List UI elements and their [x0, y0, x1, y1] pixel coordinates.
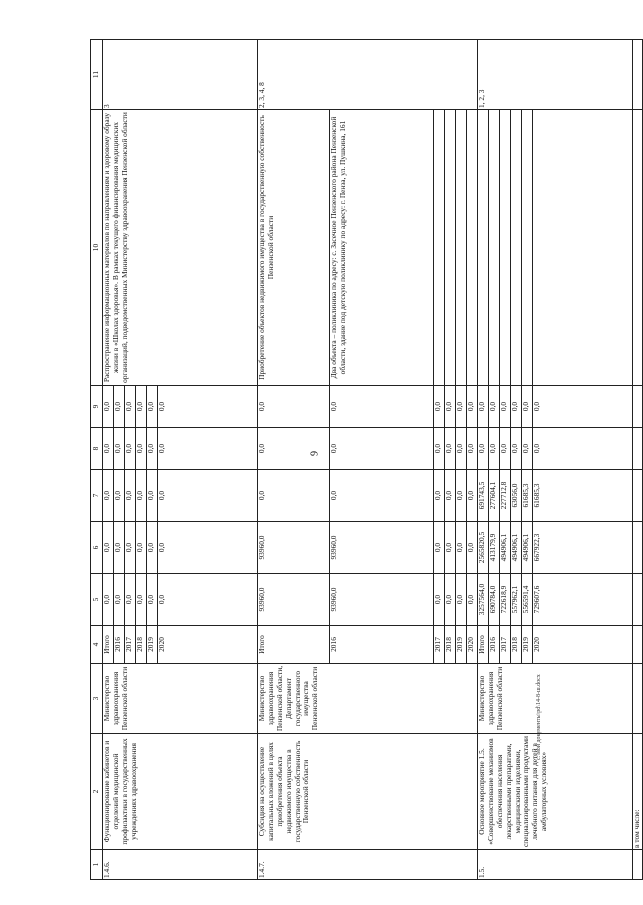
value-cell: 0,0: [158, 574, 258, 626]
value-cell: 0,0: [522, 386, 533, 428]
header-cell: 10: [91, 110, 103, 386]
year-cell: 2017: [500, 626, 511, 664]
header-cell: 1: [91, 850, 103, 880]
empty-cell: [478, 110, 489, 386]
value-cell: 0,0: [125, 428, 136, 470]
value-cell: 93960,0: [330, 574, 434, 626]
value-cell: 0,0: [489, 428, 500, 470]
value-cell: 0,0: [445, 522, 456, 574]
value-cell: 0,0: [125, 522, 136, 574]
value-cell: 227712,8: [500, 470, 511, 522]
value-cell: 0,0: [533, 428, 633, 470]
header-cell: 9: [91, 386, 103, 428]
value-cell: 0,0: [114, 428, 125, 470]
empty-cell: [633, 522, 643, 574]
year-cell: 2016: [489, 626, 500, 664]
empty-cell: [500, 110, 511, 386]
measure-name: Основное мероприятие 1.5. «Совершенствование механизмов обеспечения населения лекарственными препаратами, медицинскими изделиями, специализированными продуктами лечебного питания для детей в амбулаторных условиях»: [478, 734, 633, 850]
value-cell: 494906,1: [511, 522, 522, 574]
value-cell: 0,0: [456, 470, 467, 522]
value-cell: 690784,0: [489, 574, 500, 626]
value-cell: 0,0: [136, 428, 147, 470]
value-cell: 0,0: [330, 470, 434, 522]
page-number: 9: [309, 451, 321, 456]
executor: Министерство здравоохранения Пензенской области: [103, 664, 258, 734]
value-cell: 0,0: [147, 470, 158, 522]
header-row: [91, 40, 103, 880]
header-cell: 4: [91, 626, 103, 664]
value-cell: 0,0: [258, 470, 330, 522]
indicator-numbers: 3: [103, 40, 258, 110]
year-cell: 2019: [456, 626, 467, 664]
table-row: [478, 40, 489, 880]
value-cell: 0,0: [456, 428, 467, 470]
table-row: [258, 40, 330, 880]
value-cell: 0,0: [467, 574, 478, 626]
measure-number: 1.5.: [478, 850, 633, 880]
empty-cell: [633, 110, 643, 386]
year-cell: 2018: [136, 626, 147, 664]
empty-cell: [511, 110, 522, 386]
value-cell: 0,0: [147, 428, 158, 470]
value-cell: 0,0: [445, 574, 456, 626]
value-cell: 0,0: [147, 574, 158, 626]
year-cell: 2018: [445, 626, 456, 664]
value-cell: 0,0: [500, 428, 511, 470]
value-cell: 0,0: [114, 470, 125, 522]
year-cell: 2016: [114, 626, 125, 664]
in-total-label: в том числе:: [633, 734, 643, 850]
value-cell: 0,0: [478, 386, 489, 428]
value-cell: 0,0: [511, 386, 522, 428]
value-cell: 2565820,5: [478, 522, 489, 574]
value-cell: 0,0: [434, 574, 445, 626]
table-row: [103, 40, 114, 880]
value-cell: 0,0: [500, 386, 511, 428]
indicator-numbers: 1, 2, 3: [478, 40, 633, 110]
value-cell: 0,0: [136, 386, 147, 428]
value-cell: 0,0: [158, 470, 258, 522]
header-cell: 2: [91, 734, 103, 850]
empty-cell: [633, 470, 643, 522]
value-cell: 0,0: [125, 470, 136, 522]
expected-result-detail: Два объекта – поликлиника по адресу: с. Засечное Пензенского района Пензенской области, здание под детскую поликлинику по адресу: г. Пенза, ул. Пушкина, 161: [330, 110, 434, 386]
value-cell: 0,0: [456, 386, 467, 428]
value-cell: 0,0: [258, 386, 330, 428]
empty-cell: [445, 110, 456, 386]
indicator-numbers: 2, 3, 4, 8: [258, 40, 478, 110]
value-cell: 0,0: [114, 386, 125, 428]
measure-name: Функционирование кабинетов и отделений медицинской профилактики в государственных учреждениях здравоохранения: [103, 734, 258, 850]
value-cell: 0,0: [533, 386, 633, 428]
value-cell: 557962,1: [511, 574, 522, 626]
value-cell: 93960,0: [258, 522, 330, 574]
year-cell: 2020: [158, 626, 258, 664]
value-cell: 0,0: [147, 386, 158, 428]
value-cell: 0,0: [478, 428, 489, 470]
value-cell: 93960,0: [258, 574, 330, 626]
executor: Министерство здравоохранения Пензенской области: [478, 664, 633, 734]
value-cell: 729607,6: [533, 574, 633, 626]
header-cell: 8: [91, 428, 103, 470]
value-cell: 0,0: [467, 386, 478, 428]
value-cell: 0,0: [489, 386, 500, 428]
year-cell: 2017: [125, 626, 136, 664]
value-cell: 0,0: [467, 522, 478, 574]
value-cell: 0,0: [114, 574, 125, 626]
year-cell: 2020: [533, 626, 633, 664]
empty-cell: [633, 574, 643, 626]
year-cell: Итого: [103, 626, 114, 664]
year-cell: 2017: [434, 626, 445, 664]
value-cell: 93960,0: [330, 522, 434, 574]
header-cell: 11: [91, 40, 103, 110]
year-cell: 2019: [522, 626, 533, 664]
header-cell: 3: [91, 664, 103, 734]
value-cell: 0,0: [511, 428, 522, 470]
value-cell: 0,0: [434, 522, 445, 574]
value-cell: 0,0: [125, 574, 136, 626]
value-cell: 0,0: [136, 522, 147, 574]
value-cell: 0,0: [434, 428, 445, 470]
value-cell: 413179,9: [489, 522, 500, 574]
value-cell: 0,0: [434, 470, 445, 522]
measure-number: 1.4.6.: [103, 850, 258, 880]
value-cell: 0,0: [456, 574, 467, 626]
value-cell: 0,0: [456, 522, 467, 574]
year-cell: Итого: [478, 626, 489, 664]
value-cell: 0,0: [158, 428, 258, 470]
empty-cell: [633, 626, 643, 664]
measure-number: 1.4.7.: [258, 850, 478, 880]
year-cell: 2020: [467, 626, 478, 664]
expected-result: Приобретение объектов недвижимого имущества в государственную собственность Пензенской области: [258, 110, 330, 386]
empty-cell: [489, 110, 500, 386]
value-cell: 0,0: [158, 522, 258, 574]
empty-cell: [633, 850, 643, 880]
year-cell: 2016: [330, 626, 434, 664]
value-cell: 0,0: [330, 386, 434, 428]
table-body: [91, 40, 643, 880]
header-cell: 6: [91, 522, 103, 574]
executor: Министерство здравоохранения Пензенской области, Департамент государственного имущества Пензенской области: [258, 664, 478, 734]
value-cell: 494906,1: [522, 522, 533, 574]
value-cell: 0,0: [467, 428, 478, 470]
value-cell: 61685,3: [533, 470, 633, 522]
value-cell: 0,0: [147, 522, 158, 574]
empty-cell: [633, 386, 643, 428]
value-cell: 0,0: [445, 428, 456, 470]
empty-cell: [456, 110, 467, 386]
value-cell: 0,0: [125, 386, 136, 428]
empty-cell: [467, 110, 478, 386]
value-cell: 722618,9: [500, 574, 511, 626]
value-cell: 494906,1: [500, 522, 511, 574]
value-cell: 0,0: [522, 428, 533, 470]
value-cell: 556591,4: [522, 574, 533, 626]
value-cell: 667922,3: [533, 522, 633, 574]
empty-cell: [633, 40, 643, 110]
value-cell: 0,0: [445, 386, 456, 428]
value-cell: 61685,3: [522, 470, 533, 522]
value-cell: 0,0: [136, 574, 147, 626]
measure-name: Субсидия на осуществление капитальных вложений в целях приобретения объекта недвижимого имущества в государственную собственность Пензенской области: [258, 734, 478, 850]
value-cell: 0,0: [114, 522, 125, 574]
empty-cell: [522, 110, 533, 386]
value-cell: 3257564,0: [478, 574, 489, 626]
value-cell: 0,0: [330, 428, 434, 470]
empty-cell: [434, 110, 445, 386]
value-cell: 0,0: [103, 522, 114, 574]
expected-result: Распространение информационных материалов по направлениям и здоровому образу жизни в «Школах здоровья». В рамках текущего финансирования медицинских организаций, подведомственных Министерству здравоохранения Пензенской области: [103, 110, 258, 386]
value-cell: 691743,5: [478, 470, 489, 522]
value-cell: 0,0: [258, 428, 330, 470]
measures-table: [90, 39, 643, 880]
value-cell: 0,0: [103, 386, 114, 428]
header-cell: 5: [91, 574, 103, 626]
value-cell: 277604,1: [489, 470, 500, 522]
year-cell: 2019: [147, 626, 158, 664]
header-cell: 7: [91, 470, 103, 522]
value-cell: 0,0: [445, 470, 456, 522]
table-row: [633, 40, 643, 880]
value-cell: 0,0: [136, 470, 147, 522]
value-cell: 0,0: [467, 470, 478, 522]
value-cell: 0,0: [158, 386, 258, 428]
value-cell: 63056,0: [511, 470, 522, 522]
year-cell: Итого: [258, 626, 330, 664]
footer-file-path: c:\мои документы\pd\14-8-ш.docx: [536, 674, 542, 760]
empty-cell: [633, 428, 643, 470]
empty-cell: [633, 664, 643, 734]
empty-cell: [533, 110, 633, 386]
value-cell: 0,0: [434, 386, 445, 428]
value-cell: 0,0: [103, 574, 114, 626]
year-cell: 2018: [511, 626, 522, 664]
value-cell: 0,0: [103, 428, 114, 470]
rotated-table-container: [90, 40, 641, 880]
value-cell: 0,0: [103, 470, 114, 522]
